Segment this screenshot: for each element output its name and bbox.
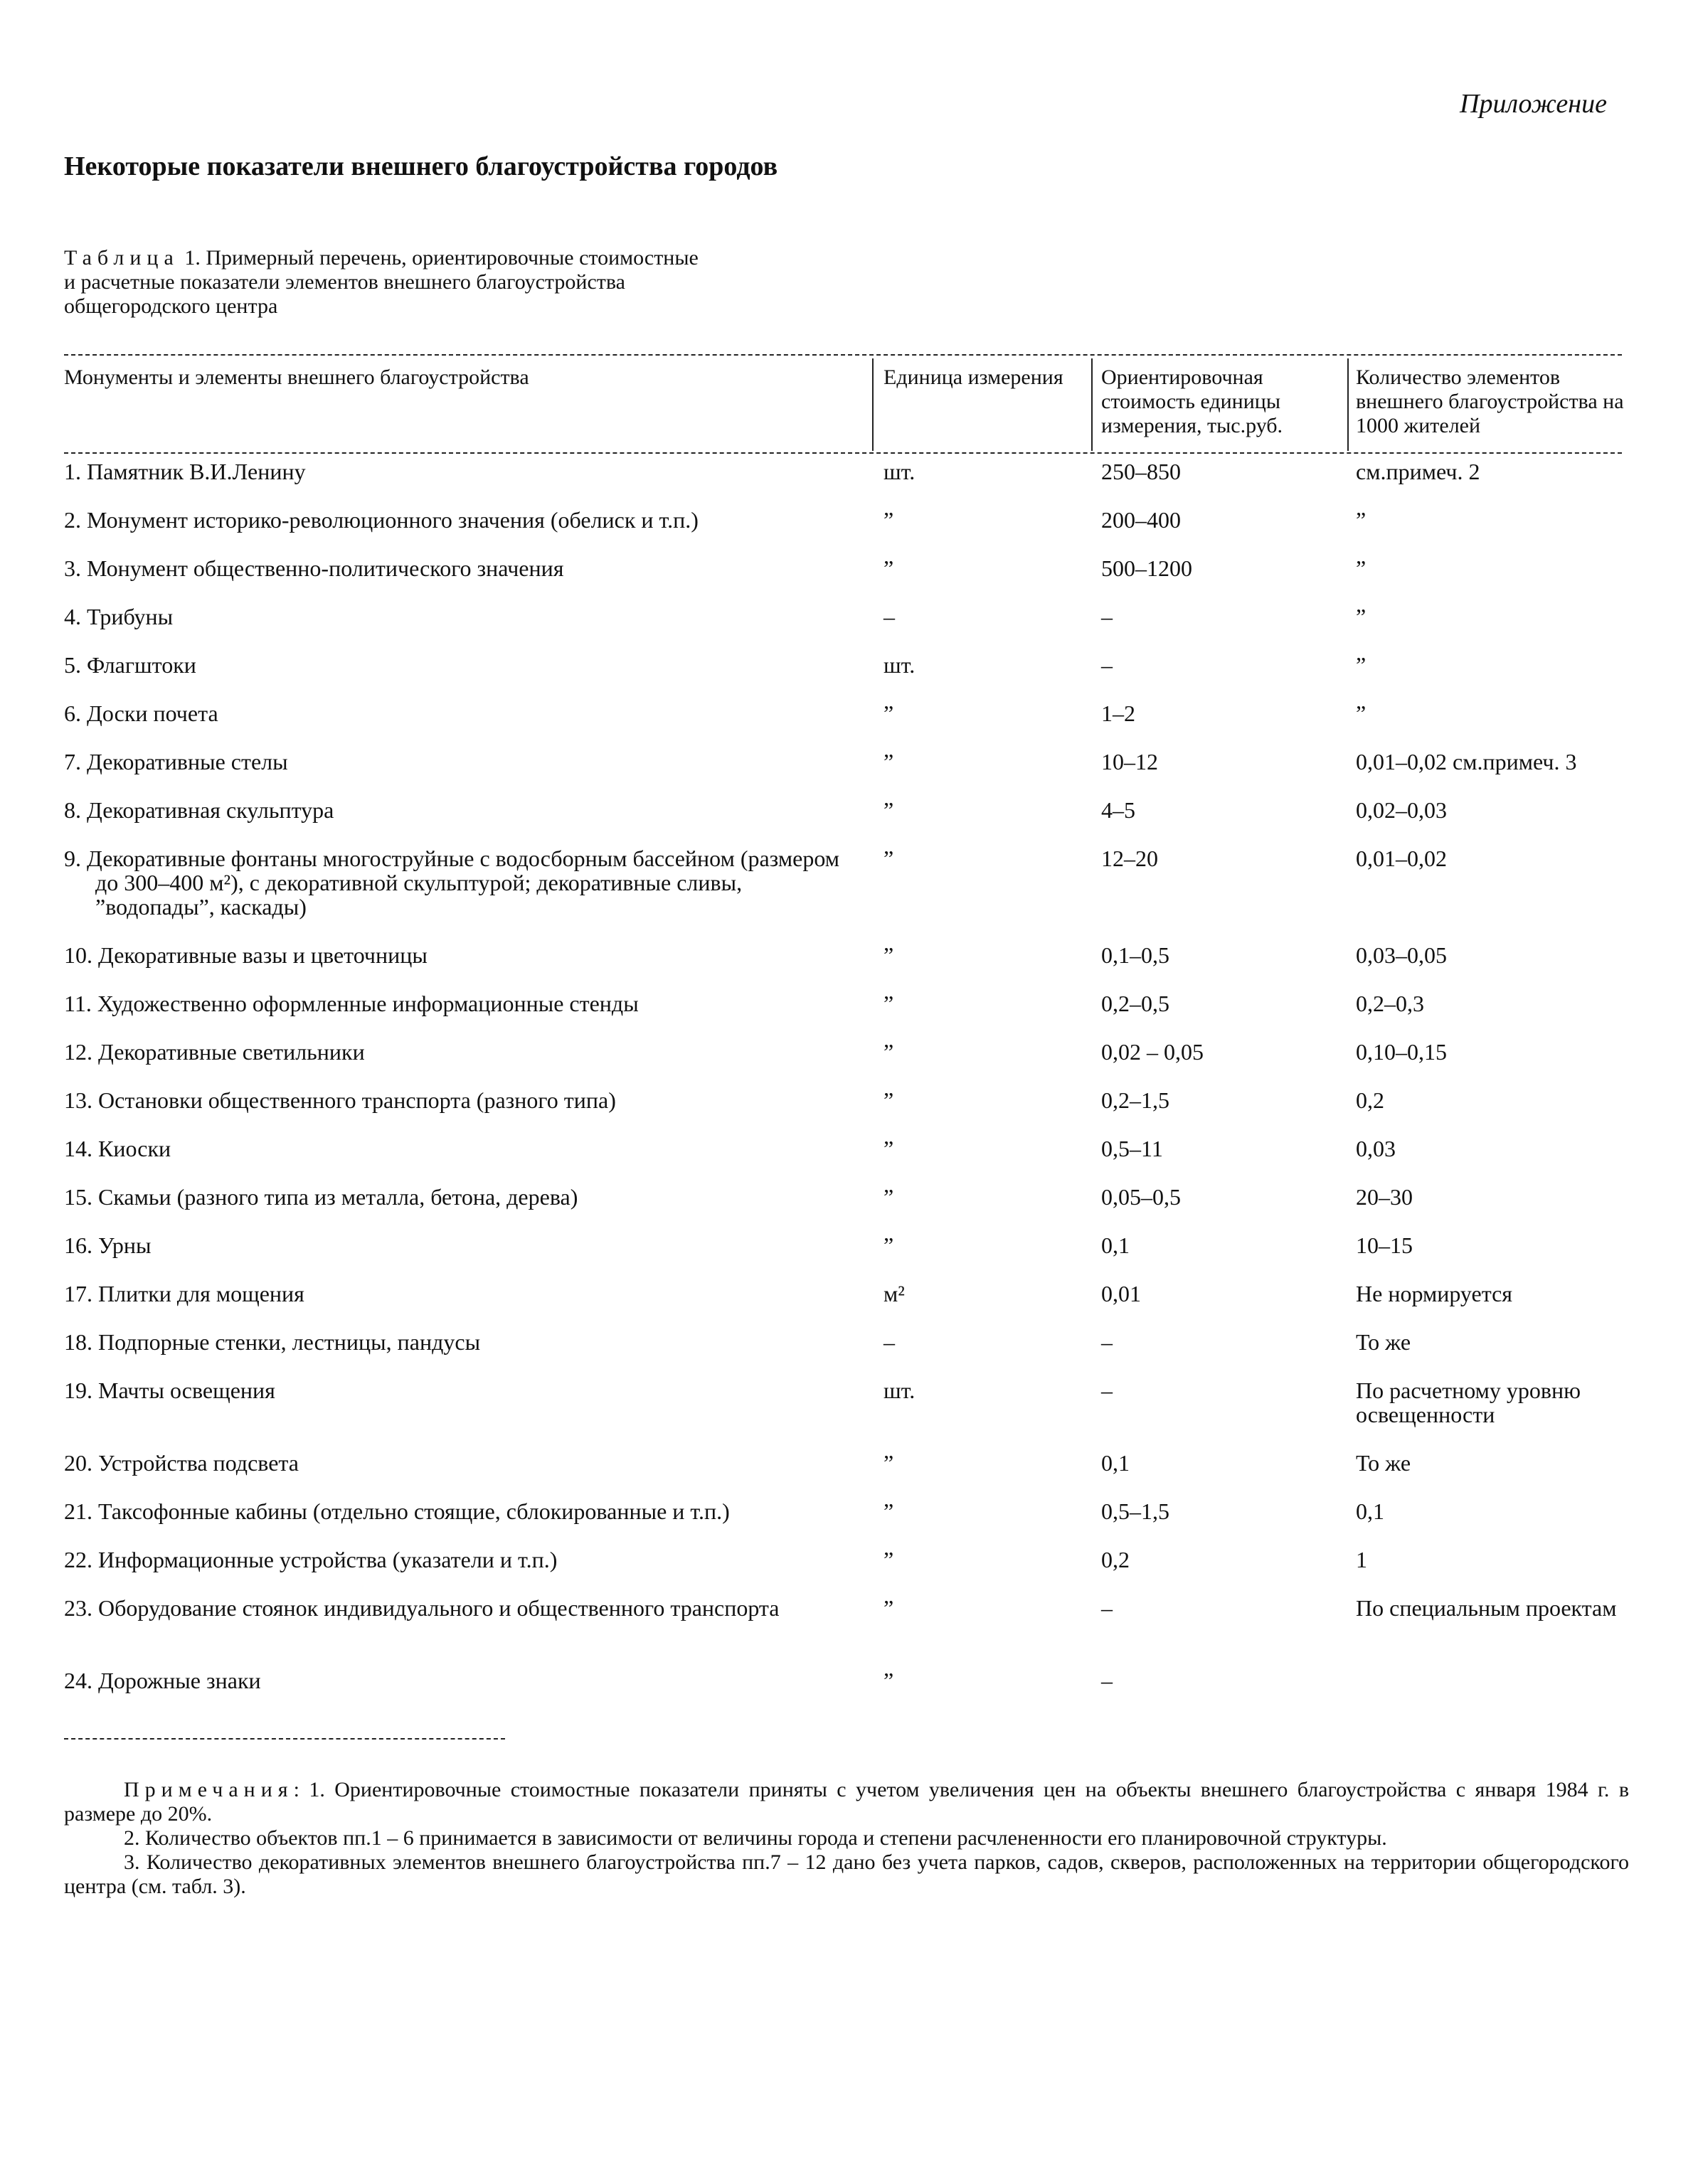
row-quantity-text: ” (1356, 604, 1367, 629)
row-unit (884, 1136, 1083, 1161)
row-name (64, 943, 861, 967)
table-row (0, 1088, 1698, 1136)
row-quantity-text: ” (1356, 507, 1367, 533)
row-cost (1101, 653, 1343, 677)
row-quantity-text: 0,01–0,02 см.примеч. 3 (1356, 749, 1577, 774)
row-cost (1101, 1040, 1343, 1064)
row-cost (1101, 1136, 1343, 1161)
row-name (64, 1233, 861, 1257)
row-quantity-text: 0,1 (1356, 1498, 1384, 1524)
row-cost (1101, 1330, 1343, 1354)
row-unit-text: ” (884, 1136, 894, 1161)
row-quantity (1356, 1233, 1626, 1257)
row-unit (884, 943, 1083, 967)
row-quantity (1356, 1330, 1626, 1354)
row-cost (1101, 459, 1343, 484)
row-name (64, 1548, 861, 1572)
row-cost-text: – (1101, 1668, 1113, 1693)
row-cost (1101, 1548, 1343, 1572)
row-cost (1101, 556, 1343, 580)
row-unit-text: ” (884, 555, 894, 581)
table-row (0, 991, 1698, 1040)
row-cost-text: 500–1200 (1101, 555, 1192, 581)
row-quantity-text: 20–30 (1356, 1184, 1413, 1210)
row-name-text: 9. Декоративные фонтаны многоструйные с водосборным бассейном (размером до 300–400 м²), с декоративной скульптурой; декоративные сливы, ”водопады”, каскады) (64, 846, 839, 920)
row-name (64, 1088, 861, 1112)
table-row (0, 1136, 1698, 1185)
column-divider-3 (1347, 358, 1349, 451)
row-unit-text: ” (884, 701, 894, 726)
note-2: 2. Количество объектов пп.1 – 6 принимается в зависимости от величины города и степени расчлененности его планировочной структуры. (124, 1826, 1387, 1850)
row-name (64, 1499, 861, 1523)
row-name (64, 1668, 861, 1693)
table-row (0, 1233, 1698, 1282)
row-cost (1101, 1499, 1343, 1523)
row-quantity (1356, 1282, 1626, 1306)
row-name (64, 1136, 861, 1161)
row-name (64, 798, 861, 822)
row-unit-text: ” (884, 1184, 894, 1210)
row-unit-text: ” (884, 749, 894, 774)
row-unit (884, 1282, 1083, 1306)
row-name-text: 22. Информационные устройства (указатели и т.п.) (64, 1547, 558, 1572)
row-cost (1101, 1233, 1343, 1257)
row-quantity-text: То же (1356, 1450, 1411, 1476)
row-cost-text: 4–5 (1101, 797, 1135, 823)
row-name-text: 20. Устройства подсвета (64, 1450, 299, 1476)
row-cost-text: 0,1 (1101, 1232, 1130, 1258)
row-name-text: 21. Таксофонные кабины (отдельно стоящие, сблокированные и т.п.) (64, 1498, 730, 1524)
row-name (64, 556, 861, 580)
row-quantity (1356, 508, 1626, 532)
row-name-text: 7. Декоративные стелы (64, 749, 288, 774)
row-quantity-text: ” (1356, 555, 1367, 581)
row-quantity-text: Не нормируется (1356, 1281, 1512, 1306)
row-name-text: 17. Плитки для мощения (64, 1281, 304, 1306)
table-row (0, 1668, 1698, 1717)
note-1-text: : 1. Ориентировочные стоимостные показатели приняты с учетом увеличения цен на объекты внешнего благоустройства с января 1984 г. в размере до 20%. (64, 1778, 1629, 1826)
notes-label: Примечания (124, 1778, 294, 1801)
row-unit (884, 798, 1083, 822)
table-row (0, 1185, 1698, 1233)
table-row (0, 750, 1698, 798)
row-unit (884, 1088, 1083, 1112)
column-header-cost: Ориентировочная стоимость единицы измерения, тыс.руб. (1101, 366, 1283, 437)
row-name (64, 604, 861, 629)
table-row (0, 556, 1698, 604)
row-unit (884, 1330, 1083, 1354)
row-cost (1101, 750, 1343, 774)
row-quantity-text: ” (1356, 701, 1367, 726)
row-cost (1101, 1596, 1343, 1620)
table-row (0, 798, 1698, 846)
column-header-quantity: Количество элементов внешнего благоустройства на 1000 жителей (1356, 366, 1624, 437)
row-quantity-text: 0,2–0,3 (1356, 991, 1424, 1016)
row-cost-text: 1–2 (1101, 701, 1135, 726)
table-top-rule (64, 354, 1622, 356)
row-unit (884, 1668, 1083, 1693)
column-divider-2 (1091, 358, 1093, 451)
row-name (64, 1596, 861, 1620)
caption-line-1: 1. Примерный перечень, ориентировочные стоимостные (179, 246, 699, 270)
row-cost-text: 0,02 – 0,05 (1101, 1039, 1204, 1065)
table-row (0, 1330, 1698, 1378)
row-cost-text: 0,01 (1101, 1281, 1141, 1306)
row-cost (1101, 508, 1343, 532)
column-header-name: Монументы и элементы внешнего благоустройства (64, 366, 529, 389)
row-quantity (1356, 1451, 1626, 1475)
row-quantity (1356, 701, 1626, 725)
row-cost (1101, 604, 1343, 629)
row-name-text: 6. Доски почета (64, 701, 218, 726)
row-quantity-text: 0,03–0,05 (1356, 942, 1447, 968)
row-name (64, 701, 861, 725)
row-unit-text: ” (884, 1547, 894, 1572)
row-unit-text: ” (884, 1039, 894, 1065)
row-quantity (1356, 653, 1626, 677)
row-cost (1101, 798, 1343, 822)
row-unit (884, 846, 1083, 870)
row-name-text: 15. Скамьи (разного типа из металла, бетона, дерева) (64, 1184, 578, 1210)
row-quantity-text: 0,10–0,15 (1356, 1039, 1447, 1065)
row-unit (884, 991, 1083, 1016)
row-cost-text: 0,5–1,5 (1101, 1498, 1169, 1524)
row-quantity (1356, 604, 1626, 629)
row-unit (884, 604, 1083, 629)
table-row (0, 653, 1698, 701)
column-header-unit: Единица измерения (884, 366, 1063, 389)
table-row (0, 1040, 1698, 1088)
row-cost-text: 0,2 (1101, 1547, 1130, 1572)
row-unit (884, 1233, 1083, 1257)
row-quantity (1356, 1499, 1626, 1523)
row-name-text: 11. Художественно оформленные информационные стенды (64, 991, 639, 1016)
row-name (64, 459, 861, 484)
row-unit (884, 1596, 1083, 1620)
table-row (0, 1451, 1698, 1499)
row-unit-text: ” (884, 1450, 894, 1476)
appendix-label: Приложение (1460, 89, 1607, 119)
caption-label: Таблица (64, 246, 179, 270)
row-unit-text: шт. (884, 459, 916, 484)
table-caption (64, 246, 889, 319)
row-name-text: 3. Монумент общественно-политического значения (64, 555, 564, 581)
row-unit (884, 556, 1083, 580)
row-unit-text: м² (884, 1281, 905, 1306)
row-unit (884, 1451, 1083, 1475)
row-quantity-text: см.примеч. 2 (1356, 459, 1480, 484)
row-quantity (1356, 1136, 1626, 1161)
row-quantity (1356, 750, 1626, 774)
row-quantity (1356, 1040, 1626, 1064)
row-name-text: 18. Подпорные стенки, лестницы, пандусы (64, 1329, 481, 1355)
row-cost (1101, 1088, 1343, 1112)
row-unit-text: ” (884, 1498, 894, 1524)
row-unit-text: ” (884, 1087, 894, 1113)
row-name-text: 2. Монумент историко-революционного значения (обелиск и т.п.) (64, 507, 699, 533)
table-body (0, 459, 1698, 1717)
row-cost-text: 10–12 (1101, 749, 1158, 774)
row-name-text: 16. Урны (64, 1232, 152, 1258)
row-name (64, 1378, 861, 1402)
row-unit-text: шт. (884, 1378, 916, 1403)
row-quantity (1356, 1548, 1626, 1572)
row-name-text: 4. Трибуны (64, 604, 174, 629)
row-unit (884, 1185, 1083, 1209)
table-row (0, 943, 1698, 991)
row-name-text: 1. Памятник В.И.Ленину (64, 459, 306, 484)
notes-rule (64, 1738, 505, 1740)
row-unit (884, 508, 1083, 532)
row-cost-text: 0,1–0,5 (1101, 942, 1169, 968)
row-quantity-text: 0,03 (1356, 1136, 1396, 1161)
row-quantity (1356, 1596, 1626, 1620)
caption-line-3: общегородского центра (64, 294, 278, 318)
row-quantity-text: 1 (1356, 1547, 1367, 1572)
table-row (0, 846, 1698, 943)
row-name-text: 13. Остановки общественного транспорта (разного типа) (64, 1087, 616, 1113)
row-cost (1101, 991, 1343, 1016)
row-unit-text: ” (884, 1595, 894, 1621)
table-row (0, 1378, 1698, 1451)
row-cost-text: 0,05–0,5 (1101, 1184, 1181, 1210)
row-quantity-text: ” (1356, 652, 1367, 678)
row-cost-text: 250–850 (1101, 459, 1181, 484)
table-row (0, 508, 1698, 556)
row-cost-text: – (1101, 1329, 1113, 1355)
row-quantity-text: По расчетному уровню освещенности (1356, 1378, 1581, 1427)
row-quantity (1356, 1185, 1626, 1209)
row-name (64, 653, 861, 677)
row-unit-text: ” (884, 846, 894, 871)
row-unit (884, 459, 1083, 484)
row-name (64, 1282, 861, 1306)
row-unit (884, 1548, 1083, 1572)
row-name (64, 1451, 861, 1475)
table-row (0, 1282, 1698, 1330)
row-quantity (1356, 556, 1626, 580)
caption-line-2: и расчетные показатели элементов внешнего благоустройства (64, 270, 625, 294)
row-unit-text: – (884, 604, 895, 629)
table-row (0, 1499, 1698, 1548)
row-cost-text: – (1101, 652, 1113, 678)
row-cost (1101, 1378, 1343, 1402)
row-cost-text: 0,1 (1101, 1450, 1130, 1476)
row-quantity-text: По специальным проектам (1356, 1595, 1617, 1621)
row-cost-text: 12–20 (1101, 846, 1158, 871)
row-unit-text: ” (884, 991, 894, 1016)
row-quantity (1356, 991, 1626, 1016)
row-name-text: 10. Декоративные вазы и цветочницы (64, 942, 428, 968)
row-unit-text: шт. (884, 652, 916, 678)
table-row (0, 604, 1698, 653)
row-name-text: 5. Флагштоки (64, 652, 196, 678)
row-cost-text: 0,2–1,5 (1101, 1087, 1169, 1113)
row-name (64, 1185, 861, 1209)
table-row (0, 1596, 1698, 1668)
row-quantity (1356, 1088, 1626, 1112)
page-title: Некоторые показатели внешнего благоустройства городов (64, 151, 778, 181)
header-separator-rule (64, 452, 1622, 454)
row-unit (884, 653, 1083, 677)
table-row (0, 701, 1698, 750)
row-quantity (1356, 1378, 1626, 1427)
row-unit-text: – (884, 1329, 895, 1355)
row-unit-text: ” (884, 797, 894, 823)
column-divider-1 (872, 358, 874, 451)
row-cost (1101, 1185, 1343, 1209)
row-name-text: 8. Декоративная скульптура (64, 797, 334, 823)
row-quantity-text: 0,2 (1356, 1087, 1384, 1113)
row-name-text: 12. Декоративные светильники (64, 1039, 365, 1065)
row-cost-text: – (1101, 1378, 1113, 1403)
row-quantity (1356, 846, 1626, 870)
row-unit-text: ” (884, 507, 894, 533)
row-cost (1101, 1282, 1343, 1306)
row-quantity-text: 0,02–0,03 (1356, 797, 1447, 823)
row-name-text: 14. Киоски (64, 1136, 171, 1161)
row-unit-text: ” (884, 1668, 894, 1693)
row-quantity (1356, 943, 1626, 967)
table-notes (64, 1778, 1629, 1899)
row-cost-text: 0,2–0,5 (1101, 991, 1169, 1016)
note-3: 3. Количество декоративных элементов внешнего благоустройства пп.7 – 12 дано без учета парков, садов, скверов, расположенных на территории общегородского центра (см. табл. 3). (64, 1850, 1629, 1898)
row-unit (884, 701, 1083, 725)
row-cost (1101, 1668, 1343, 1693)
row-name (64, 750, 861, 774)
row-name-text: 19. Мачты освещения (64, 1378, 275, 1403)
row-quantity (1356, 459, 1626, 484)
row-name-text: 24. Дорожные знаки (64, 1668, 261, 1693)
row-cost (1101, 943, 1343, 967)
row-cost (1101, 1451, 1343, 1475)
row-name-text: 23. Оборудование стоянок индивидуального и общественного транспорта (64, 1595, 780, 1621)
row-cost-text: 0,5–11 (1101, 1136, 1163, 1161)
row-unit (884, 1040, 1083, 1064)
row-name (64, 1330, 861, 1354)
row-name (64, 846, 861, 919)
row-cost-text: 200–400 (1101, 507, 1181, 533)
row-quantity-text: То же (1356, 1329, 1411, 1355)
row-cost (1101, 846, 1343, 870)
row-cost-text: – (1101, 1595, 1113, 1621)
row-name (64, 1040, 861, 1064)
table-row (0, 1548, 1698, 1596)
row-unit (884, 750, 1083, 774)
row-cost (1101, 701, 1343, 725)
row-quantity-text: 10–15 (1356, 1232, 1413, 1258)
note-1 (64, 1778, 1629, 1826)
row-name (64, 508, 861, 532)
row-name (64, 991, 861, 1016)
row-unit (884, 1378, 1083, 1402)
row-unit-text: ” (884, 1232, 894, 1258)
row-quantity-text: 0,01–0,02 (1356, 846, 1447, 871)
row-unit (884, 1499, 1083, 1523)
table-row (0, 459, 1698, 508)
row-unit-text: ” (884, 942, 894, 968)
row-quantity (1356, 798, 1626, 822)
row-cost-text: – (1101, 604, 1113, 629)
